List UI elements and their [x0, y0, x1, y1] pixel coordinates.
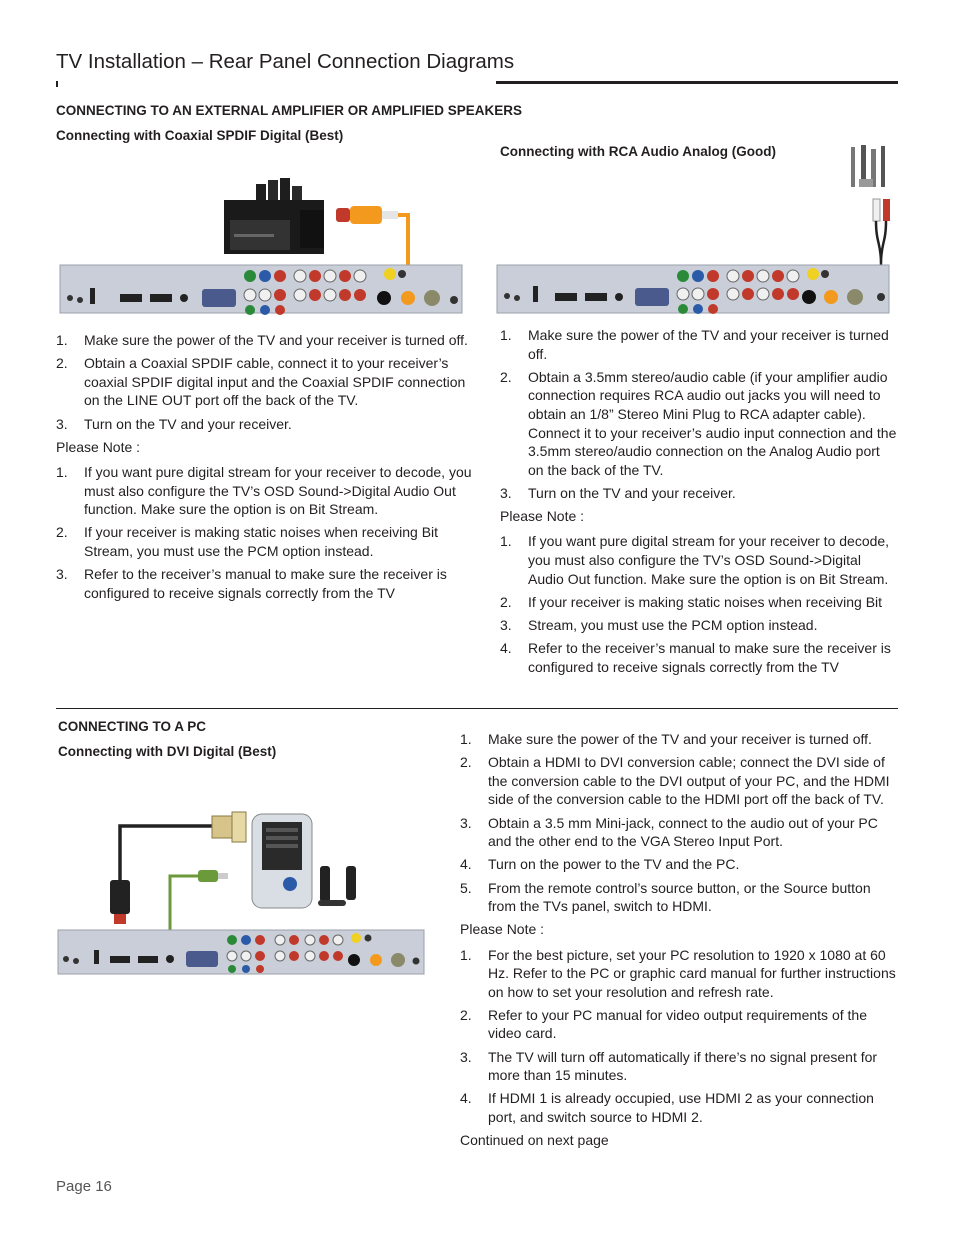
tower-speakers-icon	[851, 145, 885, 187]
title-tick	[56, 81, 58, 87]
coax-notes	[56, 463, 478, 602]
tv-rear-panel	[58, 930, 424, 974]
dvi-diagram	[58, 804, 426, 976]
dvi-heading: Connecting with DVI Digital (Best)	[58, 744, 277, 759]
list-item: 2. If your receiver is making static noises when receiving Bit	[500, 593, 883, 610]
dvi-instructions	[460, 730, 898, 1156]
list-item: 3. Stream, you must use the PCM option instead.	[500, 616, 818, 633]
dvi-hdmi-cable-icon	[110, 812, 246, 924]
rca-instructions	[500, 326, 898, 681]
dvi-steps	[460, 730, 898, 916]
rca-heading: Connecting with RCA Audio Analog (Good)	[500, 144, 776, 159]
rca-note-label: Please Note :	[500, 508, 585, 525]
list-item: 5. From the remote control’s source button, or the Source button from the TVs panel, switch to HDMI.	[460, 879, 871, 915]
dvi-note-label: Please Note :	[460, 921, 545, 938]
list-item: 1. If you want pure digital stream for your receiver to decode, you must also configure the TV’s OSD Sound->Digital Audio Out function. Make sure the option is on Bit Stream.	[56, 463, 472, 518]
section-divider	[56, 708, 898, 709]
list-item: 2. Refer to your PC manual for video output requirements of the video card.	[460, 1006, 867, 1042]
list-item: 4. Refer to the receiver’s manual to make sure the receiver is configured to receive signals correctly from the TV	[500, 640, 891, 675]
list-item: 3. The TV will turn off automatically if there’s no signal present for more than 15 minutes.	[460, 1048, 878, 1084]
page-title: TV Installation – Rear Panel Connection Diagrams	[56, 50, 515, 73]
tv-rear-panel	[497, 265, 889, 314]
tv-rear-panel	[60, 265, 462, 315]
list-item: 3. Refer to the receiver’s manual to make sure the receiver is configured to receive signals correctly from the TV	[56, 566, 447, 601]
desktop-pc-icon	[252, 814, 356, 908]
list-item: 1. Make sure the power of the TV and your receiver is turned off.	[460, 731, 872, 747]
rca-steps	[500, 326, 898, 503]
rca-notes	[500, 532, 898, 676]
dvi-notes	[460, 946, 898, 1127]
list-item: 1. Make sure the power of the TV and your receiver is turned off.	[500, 327, 889, 362]
list-item: 1. Make sure the power of the TV and your receiver is turned off.	[56, 332, 468, 348]
coax-diagram	[60, 150, 464, 315]
title-rule	[496, 81, 898, 84]
section-pc-heading: CONNECTING TO A PC	[58, 719, 207, 734]
list-item: 1. For the best picture, set your PC resolution to 1920 x 1080 at 60 Hz. Refer to the PC or graphic card manual for further instructions on how to set your resolution and refresh rate.	[460, 946, 896, 1000]
coax-note-label: Please Note :	[56, 438, 141, 455]
list-item: 1. If you want pure digital stream for your receiver to decode, you must also configure the TV’s OSD Sound->Digital Audio Out function. Make sure the option is on Bit Stream.	[500, 533, 890, 587]
home-theater-receiver-icon	[224, 178, 324, 254]
list-item: 2. Obtain a HDMI to DVI conversion cable; connect the DVI side of the conversion cable to the DVI output of your PC, and the HDMI side of the conversion cable to the HDMI port off the back of TV.	[460, 754, 890, 808]
coax-steps	[56, 331, 478, 433]
page-number: Page 16	[56, 1178, 112, 1195]
list-item: 2. If your receiver is making static noises when receiving Bit Stream, you must use the PCM option instead.	[56, 524, 439, 559]
coax-heading: Connecting with Coaxial SPDIF Digital (Best)	[56, 128, 344, 143]
list-item: 3. Turn on the TV and your receiver.	[56, 415, 292, 432]
coax-instructions	[56, 331, 478, 607]
rca-diagram	[497, 143, 891, 315]
list-item: 2. Obtain a Coaxial SPDIF cable, connect it to your receiver’s coaxial SPDIF digital input and the Coaxial SPDIF connection on the LINE OUT port off the back of the TV.	[56, 355, 466, 409]
list-item: 2. Obtain a 3.5mm stereo/audio cable (if your amplifier audio connection requires RCA audio out jacks you will need to obtain an 1/8” Stereo Mini Plug to RCA adapter cable). Connect it to your receiver’s audio input connection and the 3.5mm stereo/audio connection on the Analog Audio port on the back of the TV.	[500, 368, 897, 478]
list-item: 3. Obtain a 3.5 mm Mini-jack, connect to the audio out of your PC and the other end to the VGA Stereo Input Port.	[460, 814, 878, 850]
section-amplifier-heading: CONNECTING TO AN EXTERNAL AMPLIFIER OR AMPLIFIED SPEAKERS	[56, 103, 523, 118]
list-item: 4. If HDMI 1 is already occupied, use HDMI 2 as your connection port, and switch source to HDMI 2.	[460, 1090, 874, 1126]
list-item: 4. Turn on the power to the TV and the PC.	[460, 856, 740, 873]
continued-note: Continued on next page	[460, 1132, 609, 1149]
list-item: 3. Turn on the TV and your receiver.	[500, 484, 736, 501]
